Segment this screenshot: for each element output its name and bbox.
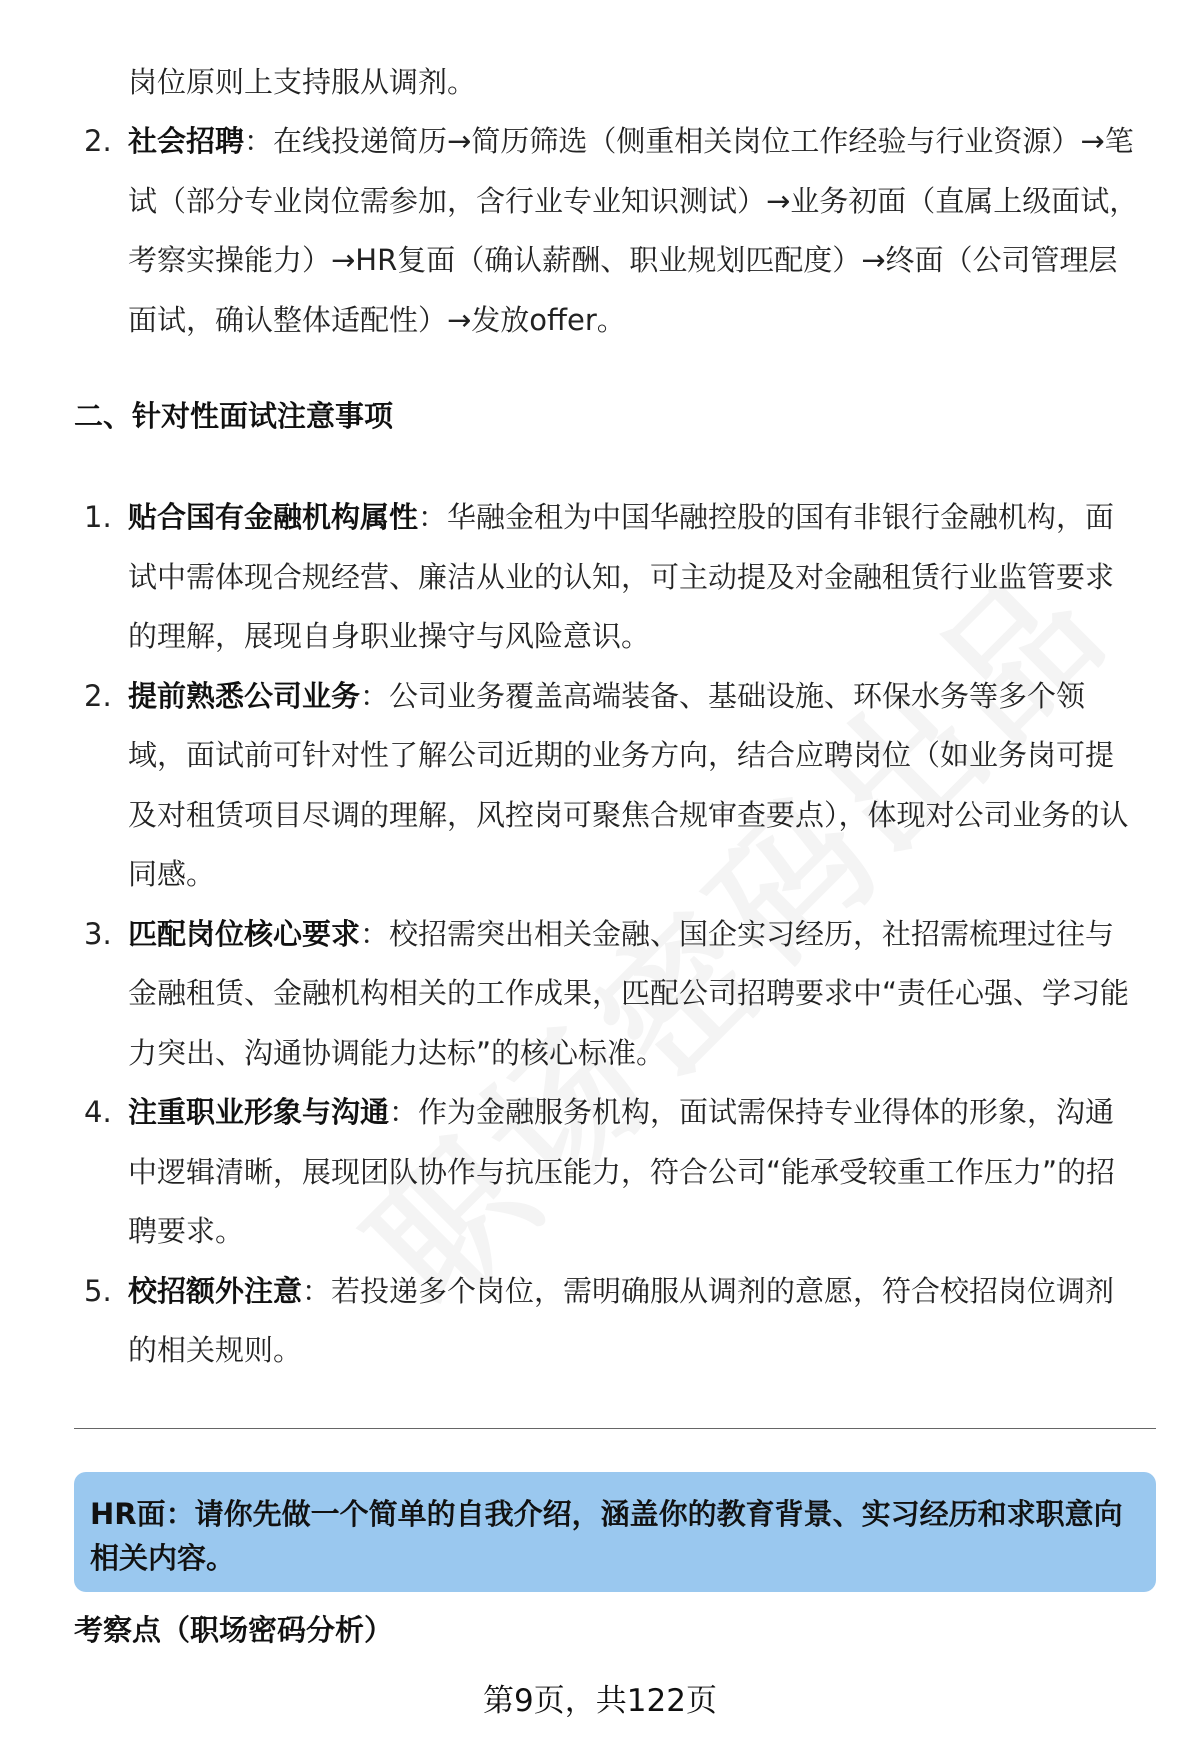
list-number: 5. [84, 1273, 112, 1308]
list-item [0, 667, 1200, 905]
list-number: 3. [84, 916, 112, 951]
list-item [0, 905, 1200, 1084]
section-heading: 二、针对性面试注意事项 [74, 399, 394, 433]
list-item [0, 112, 1200, 350]
list-term: 社会招聘 [128, 124, 245, 158]
hr-question-box: HR面：请你先做一个简单的自我介绍，涵盖你的教育背景、实习经历和求职意向相关内容。 [74, 1472, 1156, 1592]
list-number: 4. [84, 1095, 112, 1129]
list-term: 提前熟悉公司业务 [128, 678, 361, 713]
list-number: 2. [84, 124, 112, 158]
notes-list [0, 488, 1200, 1381]
list-item [0, 1083, 1200, 1262]
divider [74, 1428, 1156, 1429]
list-item [0, 488, 1200, 667]
sub-heading: 考察点（职场密码分析） [74, 1613, 394, 1647]
list-term: 匹配岗位核心要求 [128, 916, 361, 951]
list-item [0, 1262, 1200, 1381]
list-text: ：校招需突出相关金融、国企实习经历，社招需梳理过往与金融租赁、金融机构相关的工作成果，匹配公司招聘要求中“责任心强、学习能力突出、沟通协调能力达标”的核心标准。 [128, 916, 1130, 1070]
list-number: 1. [84, 500, 112, 534]
list-term: 贴合国有金融机构属性 [128, 500, 419, 534]
page-footer: 第9页，共122页 [483, 1683, 717, 1719]
list-text: ：若投递多个岗位，需明确服从调剂的意愿，符合校招岗位调剂的相关规则。 [128, 1273, 1115, 1367]
list-term: 注重职业形象与沟通 [128, 1095, 390, 1129]
list-text: ：作为金融服务机构，面试需保持专业得体的形象，沟通中逻辑清晰，展现团队协作与抗压能力，符合公司“能承受较重工作压力”的招聘要求。 [128, 1095, 1116, 1248]
list-text: ：在线投递简历→简历筛选（侧重相关岗位工作经验与行业资源）→笔试（部分专业岗位需参加，含行业专业知识测试）→业务初面（直属上级面试，考察实操能力）→HR复面（确认薪酬、职业规划匹配度）→终面（公司管理层面试，确认整体适配性）→发放offer。 [128, 124, 1139, 337]
list-term: 校招额外注意 [128, 1273, 303, 1308]
recruit-list [0, 112, 1200, 350]
list-text: ：华融金租为中国华融控股的国有非银行金融机构，面试中需体现合规经营、廉洁从业的认知，可主动提及对金融租赁行业监管要求的理解，展现自身职业操守与风险意识。 [128, 500, 1115, 653]
list-number: 2. [84, 678, 112, 713]
list-text: ：公司业务覆盖高端装备、基础设施、环保水务等多个领域，面试前可针对性了解公司近期的业务方向，结合应聘岗位（如业务岗可提及对租赁项目尽调的理解，风控岗可聚焦合规审查要点），体现对公司业务的认同感。 [128, 678, 1129, 891]
continuation-text: 岗位原则上支持服从调剂。 [128, 65, 477, 99]
